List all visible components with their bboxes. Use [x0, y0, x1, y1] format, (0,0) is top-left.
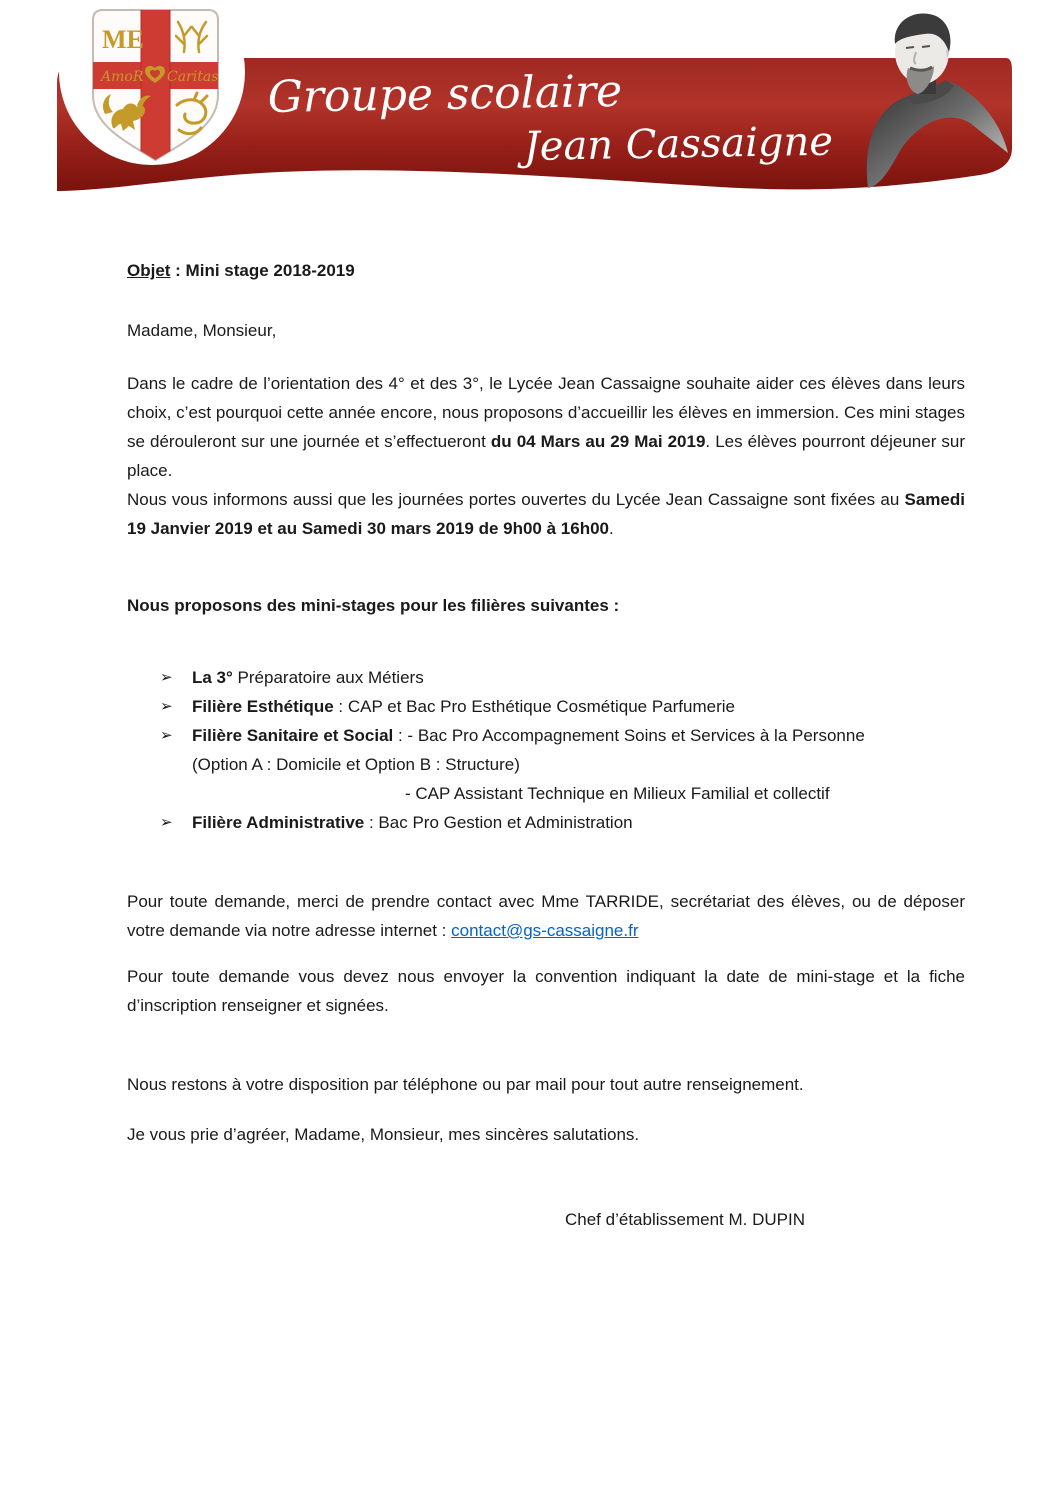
subject-label: Objet: [127, 261, 171, 280]
arrow-bullet-icon: ➢: [160, 814, 173, 831]
subject-text: : Mini stage 2018-2019: [170, 261, 355, 280]
letter-body: [127, 256, 965, 1234]
list-item: ➢ Filière Esthétique : CAP et Bac Pro Esthétique Cosmétique Parfumerie: [127, 692, 965, 721]
list-item: ➢ Filière Administrative : Bac Pro Gestion et Administration: [127, 808, 965, 837]
closing-paragraph: Je vous prie d’agréer, Madame, Monsieur, mes sincères salutations.: [127, 1125, 640, 1144]
intro-paragraph-2: Nous vous informons aussi que les journées portes ouvertes du Lycée Jean Cassaigne sont fixées au Samedi 19 Janvier 2019 et au Samedi 30 mars 2019 de 9h00 à 16h00.: [127, 490, 965, 538]
filiere-list: [127, 663, 965, 837]
svg-text:AmoR: AmoR: [101, 69, 144, 85]
list-item: ➢ Filière Sanitaire et Social : - Bac Pro Accompagnement Soins et Services à la Personne (Option A : Domicile et Option B : Structure) - CAP Assistant Technique en Milieux Familial et collectif: [127, 721, 965, 808]
list-item-subline: - CAP Assistant Technique en Milieux Familial et collectif: [405, 784, 830, 803]
open-days-dates: Samedi 19 Janvier 2019 et au Samedi 30 mars 2019 de 9h00 à 16h00: [127, 490, 965, 538]
signature-line: Chef d’établissement M. DUPIN: [565, 1210, 805, 1229]
banner-school-title: Jean Cassaigne: [523, 118, 834, 170]
banner-group-title: Groupe scolaire: [267, 65, 623, 123]
arrow-bullet-icon: ➢: [160, 698, 173, 715]
subject-line: [127, 256, 965, 285]
salutation: Madame, Monsieur,: [127, 321, 277, 340]
arrow-bullet-icon: ➢: [160, 727, 173, 744]
stage-dates: du 04 Mars au 29 Mai 2019: [490, 432, 706, 451]
convention-paragraph: Pour toute demande vous devez nous envoyer la convention indiquant la date de mini-stage et la fiche d’inscription renseigner et signées.: [127, 967, 965, 1015]
list-item: ➢ La 3° Préparatoire aux Métiers: [127, 663, 965, 692]
arrow-bullet-icon: ➢: [160, 669, 173, 686]
contact-paragraph: Pour toute demande, merci de prendre contact avec Mme TARRIDE, secrétariat des élèves, ou de déposer votre demande via notre adresse internet : contact@gs-cassaigne.fr: [127, 892, 965, 940]
contact-email-link[interactable]: contact@gs-cassaigne.fr: [451, 921, 639, 940]
intro-paragraph-1: Dans le cadre de l’orientation des 4° et des 3°, le Lycée Jean Cassaigne souhaite aider ces élèves dans leurs choix, c’est pourquoi cette année encore, nous proposons d’accueillir les élèves en immersion. Ces mini stages se dérouleront sur une journée et s’effectueront du 04 Mars au 29 Mai 2019. Les élèves pourront déjeuner sur place.: [127, 374, 966, 480]
intro-paragraphs: [127, 369, 965, 543]
header-banner: [0, 0, 1058, 235]
crest-initials: ME: [102, 25, 144, 54]
availability-paragraph: Nous restons à votre disposition par téléphone ou par mail pour tout autre renseignement.: [127, 1075, 804, 1094]
svg-text:Caritas: Caritas: [167, 69, 219, 85]
list-item-subline: (Option A : Domicile et Option B : Structure): [192, 755, 520, 774]
list-heading: Nous proposons des mini-stages pour les filières suivantes :: [127, 596, 620, 615]
